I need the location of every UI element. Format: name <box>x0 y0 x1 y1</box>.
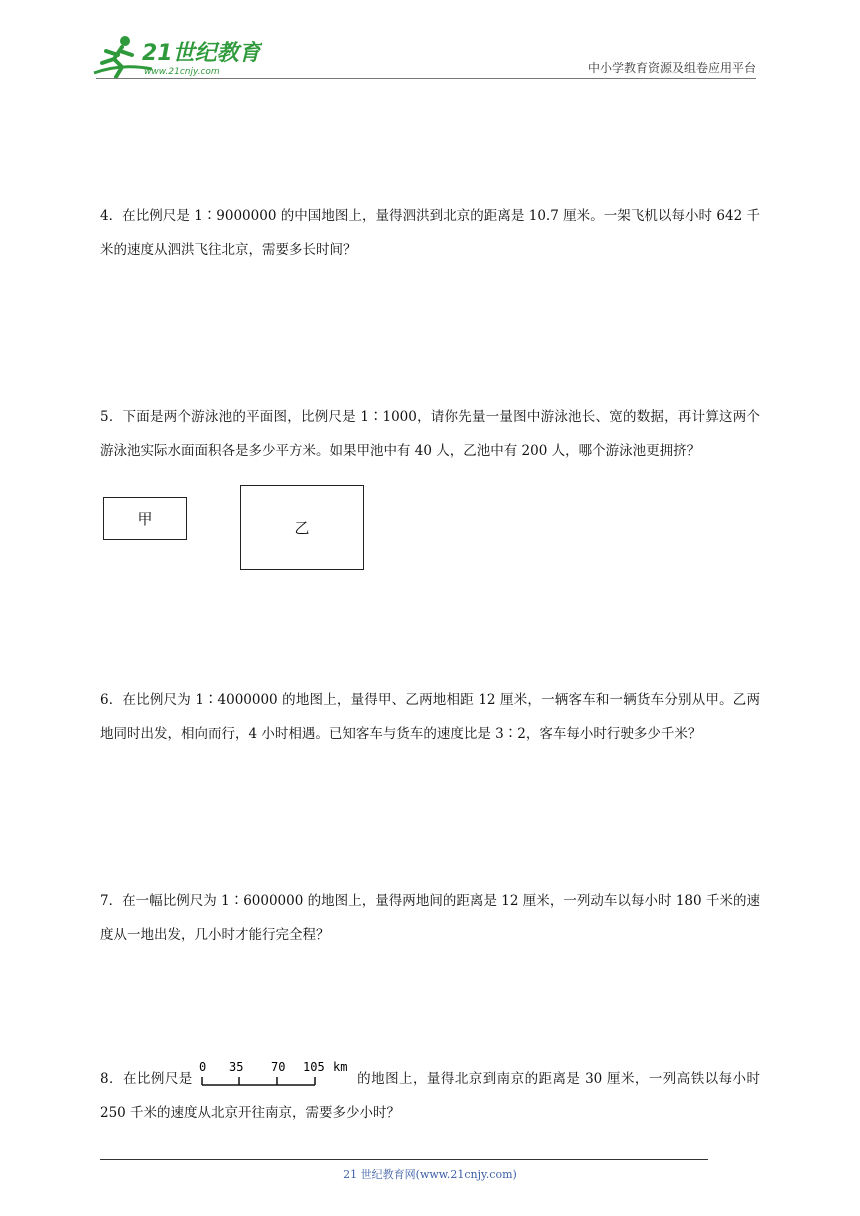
pool-yi-label: 乙 <box>294 519 310 537</box>
pool-yi <box>240 485 364 570</box>
question-7: 7．在一幅比例尺为 1∶6000000 的地图上，量得两地间的距离是 12 厘米，一列动车以每小时 180 千米的速度从一地出发，几小时才能行完全程？ <box>100 893 760 943</box>
scale-unit: km <box>332 1059 348 1074</box>
scale-bar <box>199 1059 351 1089</box>
question-8 <box>100 1059 760 1130</box>
pool-jia <box>103 497 187 540</box>
logo-text: 21世纪教育 <box>142 41 261 66</box>
header-divider <box>96 78 756 79</box>
question-5: 5．下面是两个游泳池的平面图，比例尺是 1∶1000，请你先量一量图中游泳池长、宽的数据，再计算这两个游泳池实际水面面积各是多少平方米。如果甲池中有 40 人，乙池中有 200 人，哪个游泳池更拥挤？ <box>100 409 760 459</box>
footer-text: 21 世纪教育网(www.21cnjy.com) <box>343 1168 517 1181</box>
scale-label-70: 70 <box>270 1059 286 1074</box>
question-6: 6．在比例尺为 1∶4000000 的地图上，量得甲、乙两地相距 12 厘米，一辆客车和一辆货车分别从甲。乙两地同时出发，相向而行，4 小时相遇。已知客车与货车的速度比是 3∶2，客车每小时行驶多少千米？ <box>100 692 760 742</box>
question-8-part-2: 的地图上，量得北京到南京的距离是 30 厘米，一列高铁以每小时 250 千米的速度从北京开往南京，需要多少小时？ <box>100 1071 760 1121</box>
question-4: 4．在比例尺是 1∶9000000 的中国地图上，量得泗洪到北京的距离是 10.7 厘米。一架飞机以每小时 642 千米的速度从泗洪飞往北京，需要多长时间？ <box>100 208 760 258</box>
logo-url: www.21cnjy.com <box>144 67 220 77</box>
pool-jia-label: 甲 <box>137 510 153 528</box>
scale-label-35: 35 <box>228 1059 244 1074</box>
site-logo <box>92 33 262 79</box>
platform-name: 中小学教育资源及组卷应用平台 <box>587 61 756 75</box>
footer-divider <box>100 1159 708 1160</box>
scale-label-105: 105 <box>302 1059 325 1074</box>
question-8-part-1: 8．在比例尺是 <box>100 1071 193 1087</box>
scale-label-0: 0 <box>198 1059 206 1074</box>
